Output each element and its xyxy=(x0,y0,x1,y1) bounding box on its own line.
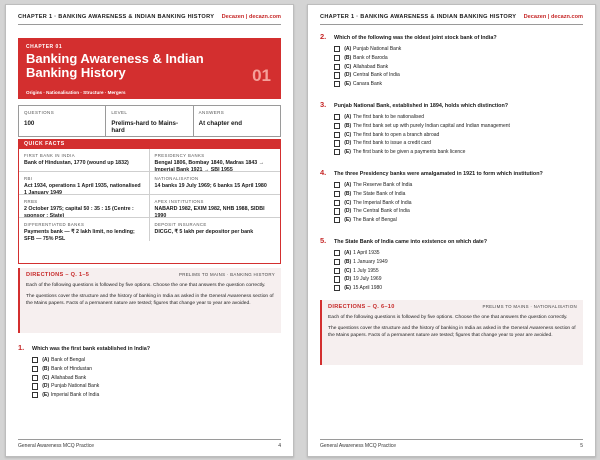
directions-text: The questions cover the structure and the history of banking in India as asked in the General Awareness section of the Mains papers. Facts of a permanent nature are tested; figures that change year to year are avoided. xyxy=(328,326,576,338)
question-block xyxy=(320,168,583,224)
fact-key: APEX INSTITUTIONS xyxy=(154,199,204,204)
meta-key: QUESTIONS xyxy=(24,110,55,115)
fact-cell xyxy=(150,172,281,195)
fact-key: RBI xyxy=(24,176,33,181)
fact-cell xyxy=(19,172,150,195)
answer-option[interactable] xyxy=(334,122,583,131)
fact-key: DIFFERENTIATED BANKS xyxy=(24,222,85,227)
fact-cell xyxy=(19,149,150,172)
fact-cell xyxy=(19,218,150,241)
option-text: Bank of Bengal xyxy=(51,357,86,364)
fact-value: 14 banks 19 July 1969; 6 banks 15 April 1980 xyxy=(154,183,267,189)
chapter-number: 01 xyxy=(252,66,271,85)
option-text: Canara Bank xyxy=(352,81,383,88)
answer-option[interactable] xyxy=(334,45,583,54)
option-letter: (E) xyxy=(344,149,351,156)
answer-option[interactable] xyxy=(334,258,583,267)
directions-text: The questions cover the structure and the history of banking in India as asked in the General Awareness section of the Mains papers. Facts of a permanent nature are tested; figures that change year to year are avoided. xyxy=(26,294,274,306)
running-head-title: CHAPTER 1 · BANKING AWARENESS & INDIAN BANKING HISTORY xyxy=(320,14,517,20)
answer-option[interactable] xyxy=(32,382,281,391)
option-letter: (D) xyxy=(344,140,352,147)
directions-tag: PRELIMS TO MAINS · NATIONALISATION xyxy=(482,304,577,309)
question-number: 5. xyxy=(320,236,327,245)
question-header xyxy=(320,100,583,110)
option-checkbox[interactable] xyxy=(334,46,340,52)
option-letter: (C) xyxy=(42,374,50,381)
option-text: The first bank to be given a payments bank licence xyxy=(352,149,466,156)
footer-title: General Awareness MCQ Practice xyxy=(18,443,95,449)
option-text: The Reserve Bank of India xyxy=(353,182,413,189)
option-text: The Bank of Bengal xyxy=(352,217,397,224)
meta-level xyxy=(106,106,193,136)
fact-value: Bengal 1806, Bombay 1840, Madras 1843 → Imperial Bank 1921 → SBI 1955 xyxy=(154,160,265,172)
question-block xyxy=(320,32,583,88)
option-letter: (C) xyxy=(344,199,352,206)
option-text: 15 April 1980 xyxy=(352,285,383,292)
option-text: 1 July 1955 xyxy=(353,267,379,274)
answer-option[interactable] xyxy=(334,113,583,122)
question-text: Which was the first bank established in India? xyxy=(32,346,151,352)
fact-cell xyxy=(150,195,281,218)
option-letter: (D) xyxy=(344,208,352,215)
answer-option[interactable] xyxy=(334,62,583,71)
answer-option[interactable] xyxy=(32,356,281,365)
question-text: Which of the following was the oldest joint stock bank of India? xyxy=(334,35,497,41)
question-block xyxy=(320,236,583,292)
meta-answers xyxy=(194,106,280,136)
option-checkbox[interactable] xyxy=(334,200,340,206)
answer-option[interactable] xyxy=(334,207,583,216)
page-5 xyxy=(307,4,596,457)
quick-facts-title: QUICK FACTS xyxy=(19,140,280,149)
option-letter: (B) xyxy=(344,55,352,62)
option-text: Bank of Hindustan xyxy=(51,366,92,373)
option-text: Allahabad Bank xyxy=(51,374,87,381)
fact-value: Payments bank — ₹ 2 lakh limit, no lending; SFB — 75% PSL xyxy=(24,229,135,241)
option-text: The Imperial Bank of India xyxy=(353,199,412,206)
running-header xyxy=(18,14,281,25)
option-letter: (A) xyxy=(344,250,352,257)
option-letter: (C) xyxy=(344,63,352,70)
option-checkbox[interactable] xyxy=(334,285,340,291)
question-text: The three Presidency banks were amalgamated in 1921 to form which institution? xyxy=(334,171,543,177)
answer-option[interactable] xyxy=(334,249,583,258)
option-checkbox[interactable] xyxy=(334,217,340,223)
option-checkbox[interactable] xyxy=(32,392,38,398)
option-letter: (E) xyxy=(344,81,351,88)
fact-key: FIRST BANK IN INDIA xyxy=(24,153,75,158)
meta-value: At chapter end xyxy=(198,120,242,127)
page-footer xyxy=(320,439,583,449)
option-checkbox[interactable] xyxy=(334,268,340,274)
option-text: 1 April 1935 xyxy=(353,250,380,257)
answer-option[interactable] xyxy=(334,275,583,284)
footer-title: General Awareness MCQ Practice xyxy=(320,443,397,449)
option-letter: (C) xyxy=(344,131,352,138)
answer-option[interactable] xyxy=(334,216,583,225)
option-letter: (A) xyxy=(42,357,50,364)
question-header xyxy=(18,343,281,353)
answer-option[interactable] xyxy=(334,139,583,148)
option-text: Bank of Baroda xyxy=(353,55,388,62)
option-letter: (B) xyxy=(42,366,50,373)
fact-value: NABARD 1982, EXIM 1982, NHB 1988, SIDBI 1990 xyxy=(154,206,265,218)
answer-option[interactable] xyxy=(32,373,281,382)
chapter-meta-table xyxy=(18,105,281,137)
option-letter: (B) xyxy=(344,123,352,130)
chapter-banner xyxy=(18,38,281,99)
quick-facts-box xyxy=(18,139,281,264)
option-text: Central Bank of India xyxy=(353,72,400,79)
fact-key: NATIONALISATION xyxy=(154,176,199,181)
meta-value: 100 xyxy=(24,120,35,127)
brand-label: Decazen | decazn.com xyxy=(523,14,583,20)
option-checkbox[interactable] xyxy=(334,182,340,188)
option-checkbox[interactable] xyxy=(334,259,340,265)
meta-value: Prelims-hard to Mains-hard xyxy=(111,120,179,134)
answer-option[interactable] xyxy=(334,190,583,199)
answer-option[interactable] xyxy=(334,71,583,80)
option-text: The first bank set up with purely Indian capital and Indian management xyxy=(353,123,510,130)
option-letter: (C) xyxy=(344,267,352,274)
page-number: 4 xyxy=(278,443,281,449)
option-text: The first bank to open a branch abroad xyxy=(353,131,440,138)
option-letter: (D) xyxy=(42,383,50,390)
directions-box xyxy=(320,300,583,365)
option-text: The Central Bank of India xyxy=(353,208,410,215)
answer-option[interactable] xyxy=(334,198,583,207)
option-letter: (B) xyxy=(344,191,352,198)
quick-facts-grid xyxy=(19,149,280,241)
option-letter: (E) xyxy=(344,217,351,224)
option-checkbox[interactable] xyxy=(334,191,340,197)
question-number: 2. xyxy=(320,32,327,41)
option-letter: (A) xyxy=(344,114,352,121)
option-checkbox[interactable] xyxy=(334,140,340,146)
question-header xyxy=(320,236,583,246)
option-checkbox[interactable] xyxy=(334,132,340,138)
answer-option[interactable] xyxy=(334,80,583,89)
chapter-subtitle: Origins · Nationalisation · Structure · Mergers xyxy=(26,90,126,95)
option-text: The State Bank of India xyxy=(353,191,406,198)
chapter-label: CHAPTER 01 xyxy=(26,44,63,50)
option-checkbox[interactable] xyxy=(32,357,38,363)
question-number: 1. xyxy=(18,343,25,352)
option-checkbox[interactable] xyxy=(334,64,340,70)
fact-value: DICGC, ₹ 5 lakh per depositor per bank xyxy=(154,229,254,235)
answer-option[interactable] xyxy=(334,148,583,157)
option-text: 1 January 1949 xyxy=(353,259,388,266)
directions-title: DIRECTIONS – Q. 1–5 xyxy=(26,272,90,278)
page-4 xyxy=(5,4,294,457)
meta-key: ANSWERS xyxy=(198,110,225,115)
directions-text: Each of the following questions is followed by five options. Choose the one that answers the question correctly. xyxy=(328,315,568,320)
page-footer xyxy=(18,439,281,449)
question-header xyxy=(320,32,583,42)
fact-cell xyxy=(19,195,150,218)
option-text: Punjab National Bank xyxy=(353,46,402,53)
option-letter: (E) xyxy=(42,392,49,399)
option-letter: (D) xyxy=(344,276,352,283)
page-number: 5 xyxy=(580,443,583,449)
option-checkbox[interactable] xyxy=(32,375,38,381)
fact-value: 2 October 1975; capital 50 : 35 : 15 (Centre : sponsor : State) xyxy=(24,206,134,218)
option-checkbox[interactable] xyxy=(334,55,340,61)
option-letter: (D) xyxy=(344,72,352,79)
directions-title: DIRECTIONS – Q. 6–10 xyxy=(328,304,395,310)
brand-label: Decazen | decazn.com xyxy=(221,14,281,20)
fact-key: DEPOSIT INSURANCE xyxy=(154,222,207,227)
chapter-title: Banking Awareness & Indian Banking History xyxy=(26,51,204,80)
fact-cell xyxy=(150,218,281,241)
option-checkbox[interactable] xyxy=(334,276,340,282)
option-letter: (B) xyxy=(344,259,352,266)
answer-option[interactable] xyxy=(334,181,583,190)
option-text: 19 July 1969 xyxy=(353,276,382,283)
option-checkbox[interactable] xyxy=(334,250,340,256)
question-number: 4. xyxy=(320,168,327,177)
option-text: The first bank to issue a credit card xyxy=(353,140,431,147)
question-block xyxy=(320,100,583,156)
option-checkbox[interactable] xyxy=(32,383,38,389)
option-checkbox[interactable] xyxy=(334,81,340,87)
option-text: Imperial Bank of India xyxy=(50,392,100,399)
meta-questions xyxy=(19,106,106,136)
answer-option[interactable] xyxy=(334,130,583,139)
option-text: The first bank to be nationalised xyxy=(353,114,425,121)
fact-value: Act 1934, operations 1 April 1935, nationalised 1 January 1949 xyxy=(24,183,141,195)
option-text: Allahabad Bank xyxy=(353,63,389,70)
question-text: The State Bank of India came into existence on which date? xyxy=(334,239,488,245)
answer-option[interactable] xyxy=(32,391,281,400)
option-letter: (A) xyxy=(344,182,352,189)
running-header xyxy=(320,14,583,25)
running-head-title: CHAPTER 1 · BANKING AWARENESS & INDIAN BANKING HISTORY xyxy=(18,14,215,20)
answer-option[interactable] xyxy=(32,365,281,374)
meta-key: LEVEL xyxy=(111,110,128,115)
directions-text: Each of the following questions is followed by five options. Choose the one that answers the question correctly. xyxy=(26,283,266,288)
option-checkbox[interactable] xyxy=(334,114,340,120)
fact-value: Bank of Hindustan, 1770 (wound up 1832) xyxy=(24,160,129,166)
option-checkbox[interactable] xyxy=(334,72,340,78)
option-checkbox[interactable] xyxy=(32,366,38,372)
answer-option[interactable] xyxy=(334,54,583,63)
answer-option[interactable] xyxy=(334,284,583,293)
option-checkbox[interactable] xyxy=(334,208,340,214)
fact-key: RRBS xyxy=(24,199,38,204)
question-text: Punjab National Bank, established in 1894, holds which distinction? xyxy=(334,103,509,109)
question-header xyxy=(320,168,583,178)
option-checkbox[interactable] xyxy=(334,123,340,129)
directions-tag: PRELIMS TO MAINS · BANKING HISTORY xyxy=(179,272,275,277)
option-checkbox[interactable] xyxy=(334,149,340,155)
directions-box xyxy=(18,268,281,333)
question-block xyxy=(18,343,281,399)
question-number: 3. xyxy=(320,100,327,109)
option-text: Punjab National Bank xyxy=(51,383,100,390)
option-letter: (A) xyxy=(344,46,352,53)
option-letter: (E) xyxy=(344,285,351,292)
fact-key: PRESIDENCY BANKS xyxy=(154,153,205,158)
answer-option[interactable] xyxy=(334,266,583,275)
fact-cell xyxy=(150,149,281,172)
